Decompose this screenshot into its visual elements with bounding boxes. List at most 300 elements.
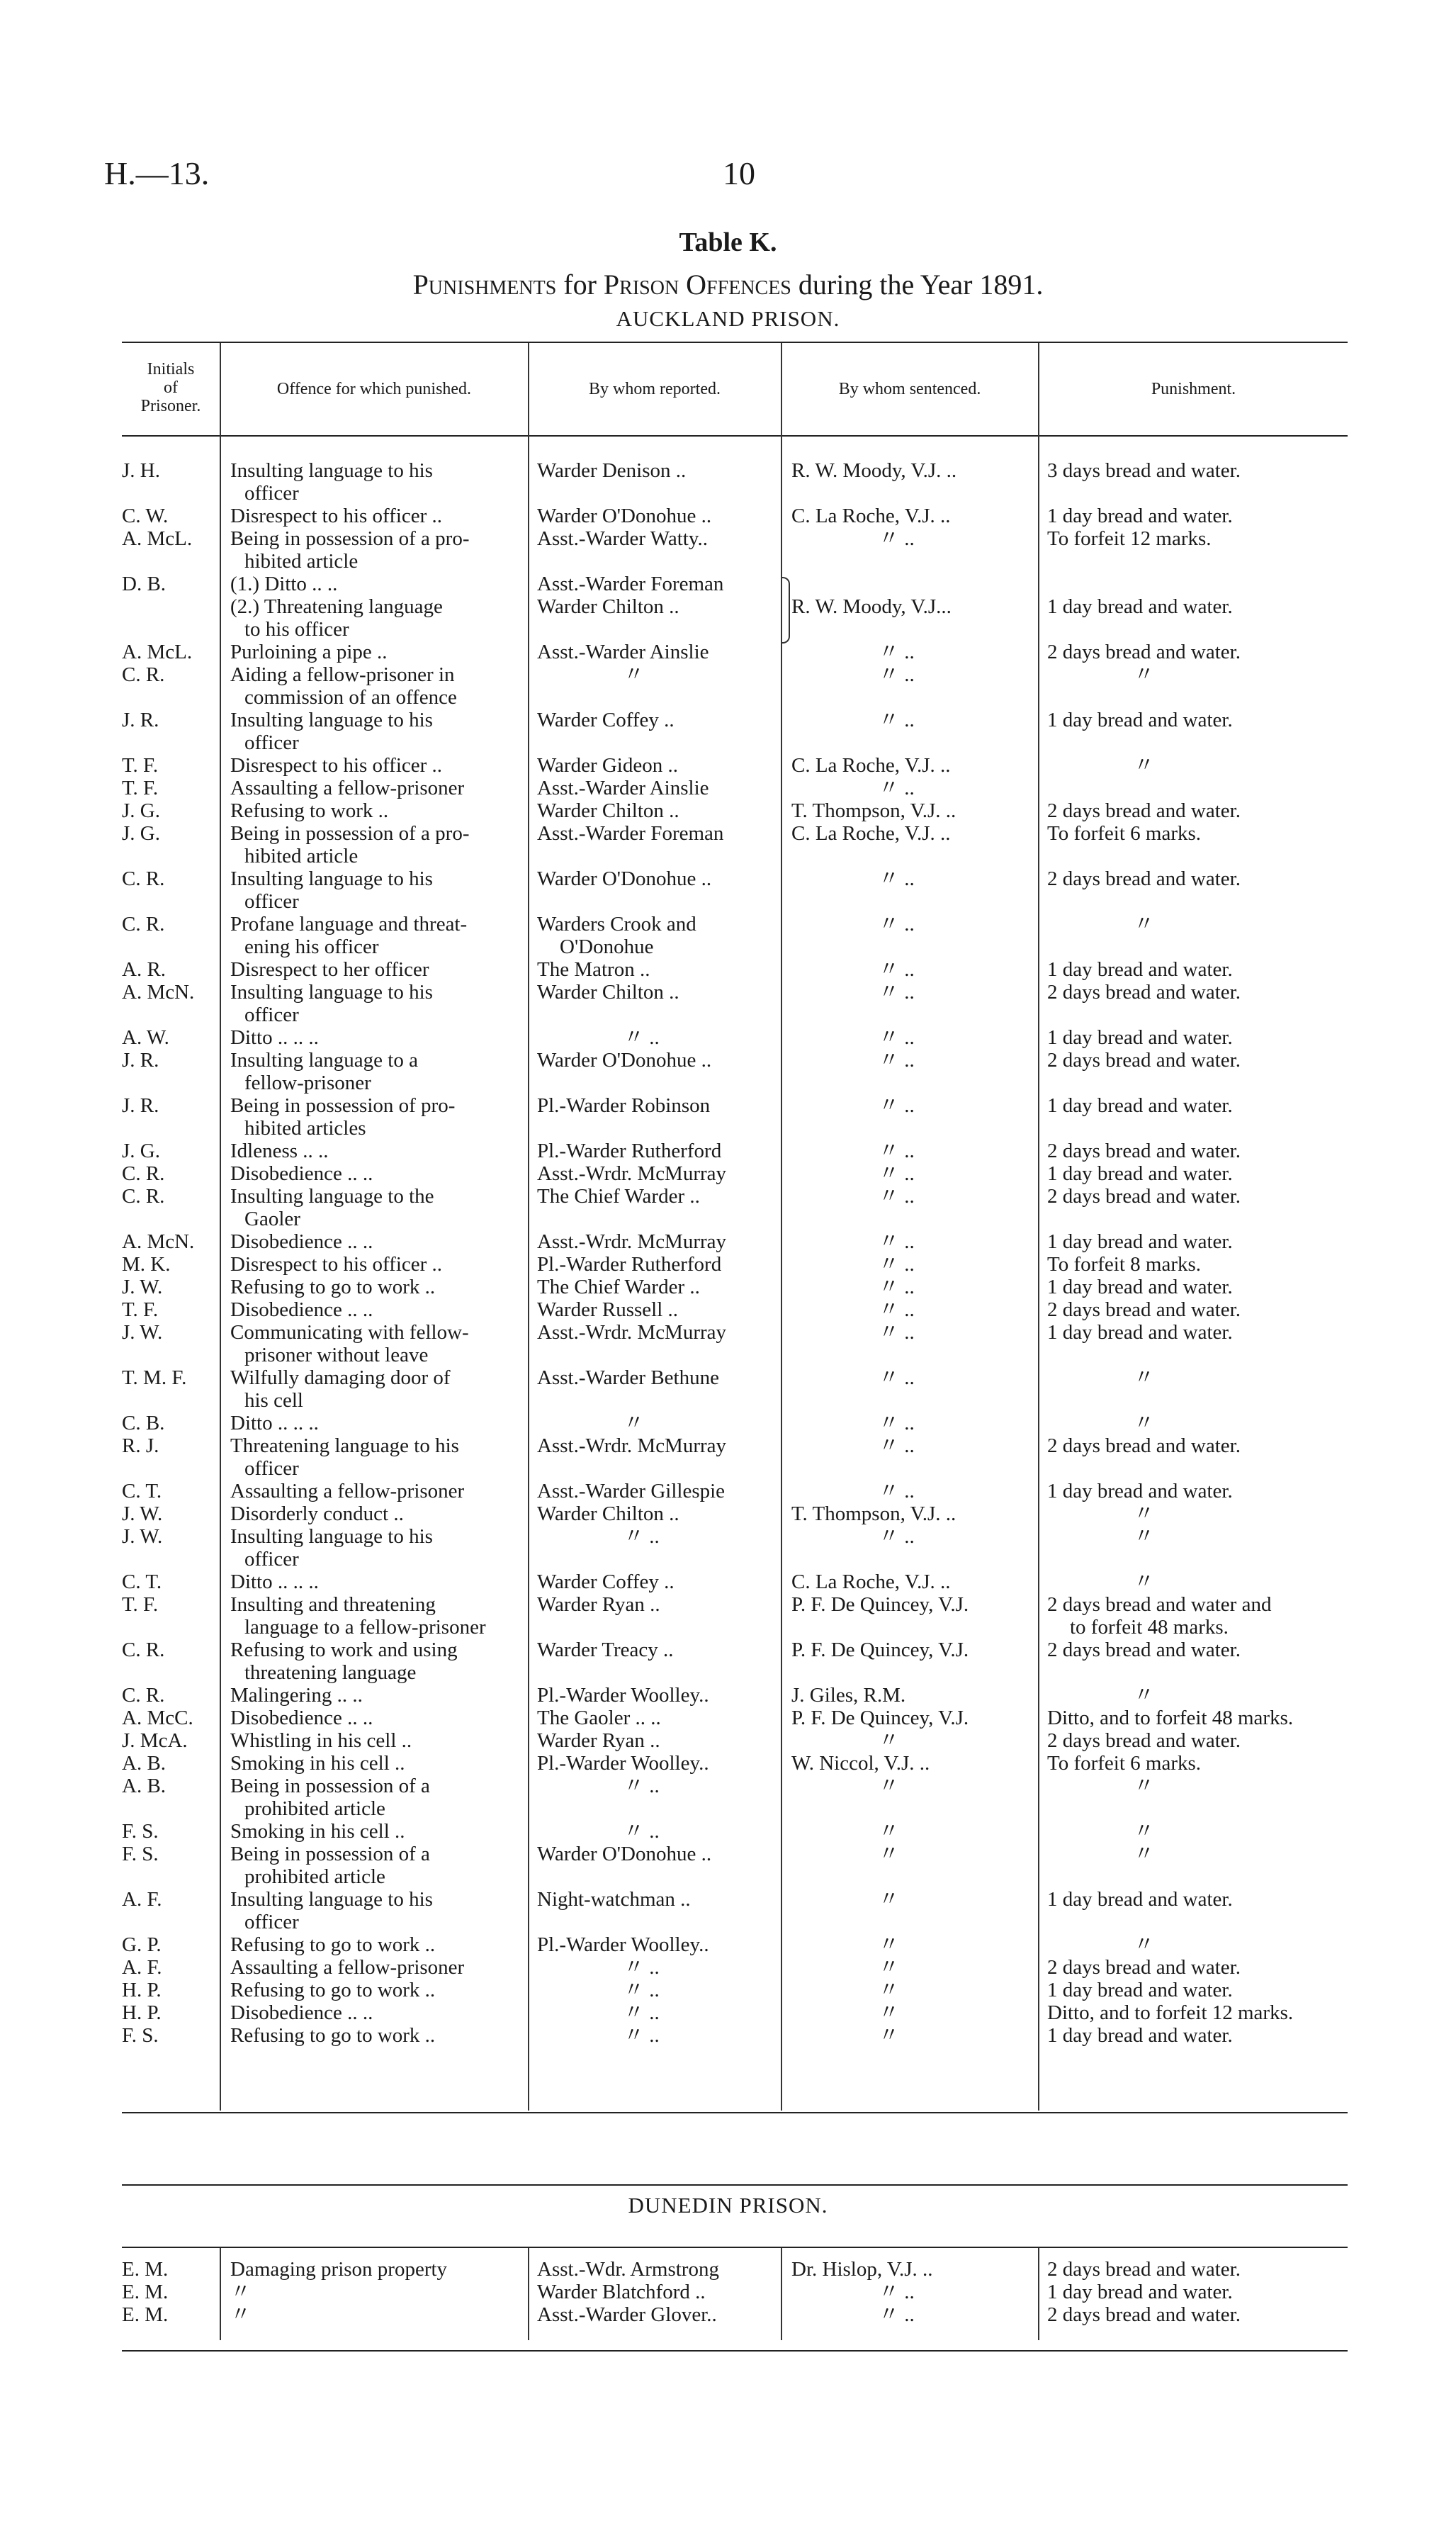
cell-initials [122, 1366, 186, 1389]
cell-punishment [1047, 822, 1201, 845]
cell-punishment [1134, 1684, 1154, 1707]
initials-text: A. McC. [122, 1707, 193, 1729]
cell-punishment [1047, 1707, 1293, 1729]
cell-initials [122, 1276, 162, 1298]
offence-text-cont: prohibited article [244, 1797, 385, 1820]
cell-offence [230, 1820, 514, 1843]
sentencer-text: 〃 [879, 2001, 900, 2024]
punishment-text: 2 days bread and water. [1047, 867, 1241, 890]
offence-text: Wilfully damaging door of [230, 1366, 451, 1389]
reporter-text: 〃 .. [623, 1956, 660, 1979]
offence-text-cont: fellow-prisoner [244, 1072, 371, 1094]
cell-offence [230, 1253, 514, 1276]
column-header-sentenced: By whom sentenced. [838, 380, 981, 398]
column-header-reported: By whom reported. [589, 380, 721, 398]
offence-text: Refusing to go to work .. [230, 2024, 436, 2047]
reporter-text: Asst.-Warder Watty.. [537, 527, 708, 550]
punishment-text: To forfeit 6 marks. [1047, 1752, 1202, 1775]
cell-punishment [1047, 1639, 1241, 1661]
cell-punishment [1047, 958, 1233, 981]
offence-text: Disrespect to his officer .. [230, 754, 443, 777]
rule [122, 2112, 1348, 2113]
cell-offence [230, 1049, 514, 1094]
cell-reported [623, 2001, 660, 2024]
sentencer-text: Dr. Hislop, V.J. .. [791, 2258, 933, 2281]
punishment-text: 2 days bread and water. [1047, 1729, 1241, 1752]
column-header-offence: Offence for which punished. [276, 380, 472, 398]
sentencer-text: 〃 .. [879, 1321, 915, 1344]
offence-text: Refusing to go to work .. [230, 1933, 436, 1956]
reporter-text: Pl.-Warder Rutherford [537, 1253, 722, 1276]
cell-offence [230, 1480, 514, 1502]
initials-text: F. S. [122, 1843, 159, 1865]
cell-punishment [1047, 799, 1241, 822]
sentencer-text: 〃 .. [879, 709, 915, 731]
initials-text: H. P. [122, 1979, 162, 2001]
cell-initials [122, 1571, 162, 1593]
cell-offence [230, 1276, 514, 1298]
offence-text: Disrespect to his officer .. [230, 505, 443, 527]
cell-reported [537, 505, 711, 527]
sentencer-text: 〃 [879, 1888, 900, 1911]
cell-offence [230, 913, 514, 958]
cell-sentenced [791, 1593, 969, 1616]
punishment-text: Ditto, and to forfeit 48 marks. [1047, 1707, 1294, 1729]
cell-punishment [1047, 527, 1212, 550]
punishment-text: 2 days bread and water. [1047, 1049, 1241, 1072]
cell-sentenced [791, 1752, 930, 1775]
punishment-text-cont: to forfeit 48 marks. [1070, 1616, 1229, 1639]
cell-offence [230, 777, 514, 799]
cell-sentenced [879, 1933, 899, 1956]
cell-initials [122, 1639, 164, 1661]
punishment-text: 1 day bread and water. [1047, 1162, 1233, 1185]
cell-sentenced [879, 958, 915, 981]
initials-text: T. F. [122, 1298, 159, 1321]
cell-punishment [1134, 754, 1154, 777]
cell-reported [537, 1593, 660, 1616]
cell-sentenced [879, 1888, 899, 1911]
offence-text: Purloining a pipe .. [230, 641, 388, 663]
offence-text: Assaulting a fellow-prisoner [230, 1956, 465, 1979]
cell-sentenced [879, 1434, 915, 1457]
cell-initials [122, 1253, 170, 1276]
punishment-text: 2 days bread and water. [1047, 1140, 1241, 1162]
brace [781, 577, 790, 644]
cell-punishment [1047, 1253, 1201, 1276]
cell-initials [122, 799, 160, 822]
initials-text: A. F. [122, 1956, 162, 1979]
initials-text: J. McA. [122, 1729, 188, 1752]
cell-offence [230, 1933, 514, 1956]
offence-text: Insulting and threatening [230, 1593, 436, 1616]
cell-sentenced [879, 1820, 899, 1843]
cell-initials [122, 1752, 166, 1775]
punishment-text: 2 days bread and water. [1047, 1639, 1241, 1661]
cell-sentenced [791, 505, 950, 527]
cell-punishment [1134, 1525, 1154, 1548]
cell-punishment [1047, 1888, 1233, 1911]
punishment-text: 2 days bread and water. [1047, 981, 1241, 1004]
reporter-text: Warder Chilton .. [537, 595, 679, 618]
offence-text: (1.) Ditto .. .. [230, 573, 338, 595]
initials-text: A. B. [122, 1775, 167, 1797]
cell-reported [537, 2303, 717, 2326]
cell-sentenced [879, 1979, 899, 2001]
rule [122, 2247, 1348, 2248]
sentencer-text: C. La Roche, V.J. .. [791, 1571, 951, 1593]
reporter-text: Warder Russell .. [537, 1298, 679, 1321]
offence-text-cont: ening his officer [244, 936, 379, 958]
cell-offence [230, 1026, 514, 1049]
cell-punishment [1047, 2001, 1293, 2024]
punishment-text: 1 day bread and water. [1047, 595, 1233, 618]
initials-text: C. R. [122, 1684, 165, 1707]
cell-sentenced [791, 2258, 933, 2281]
punishment-text: 1 day bread and water. [1047, 2281, 1233, 2303]
cell-reported [537, 1162, 726, 1185]
cell-reported [537, 1049, 711, 1072]
sentencer-text: R. W. Moody, V.J. .. [791, 459, 957, 482]
cell-punishment [1047, 1026, 1233, 1049]
offence-text: 〃 [230, 2303, 252, 2326]
reporter-text: Warder Chilton .. [537, 981, 679, 1004]
cell-reported [537, 573, 723, 595]
offence-text: 〃 [230, 2281, 252, 2303]
offence-text: Aiding a fellow-prisoner in [230, 663, 455, 686]
sentencer-text: 〃 .. [879, 1253, 915, 1276]
cell-offence [230, 1185, 514, 1230]
cell-initials [122, 1185, 164, 1208]
reporter-text: 〃 .. [623, 1820, 660, 1843]
cell-punishment [1047, 1434, 1241, 1457]
offence-text: Assaulting a fellow-prisoner [230, 777, 465, 799]
cell-sentenced [791, 1707, 969, 1729]
offence-text: Insulting language to the [230, 1185, 434, 1208]
initials-text: C. R. [122, 867, 165, 890]
initials-text: T. F. [122, 777, 159, 799]
offence-text: Disrespect to her officer [230, 958, 429, 981]
cell-reported [537, 867, 711, 890]
column-divider [528, 2248, 529, 2340]
cell-sentenced [791, 1639, 969, 1661]
offence-text-cont: threatening language [244, 1661, 417, 1684]
initials-text: C. B. [122, 1412, 165, 1434]
cell-punishment [1134, 1366, 1154, 1389]
cell-offence [230, 595, 514, 641]
subtitle-word: during the Year 1891. [798, 269, 1044, 300]
reporter-text: Pl.-Warder Rutherford [537, 1140, 722, 1162]
cell-initials [122, 1979, 162, 2001]
sentencer-text: 〃 .. [879, 1412, 915, 1434]
initials-text: R. J. [122, 1434, 159, 1457]
cell-punishment [1134, 663, 1154, 686]
offence-text: (2.) Threatening language [230, 595, 443, 618]
offence-text: Refusing to work .. [230, 799, 389, 822]
cell-reported [537, 1843, 711, 1865]
cell-sentenced [879, 2001, 899, 2024]
cell-reported [537, 1639, 674, 1661]
offence-text: Disobedience .. .. [230, 1707, 373, 1729]
cell-sentenced [791, 1684, 905, 1707]
offence-text-cont: officer [244, 731, 299, 754]
cell-reported [623, 663, 644, 686]
reporter-text: Pl.-Warder Woolley.. [537, 1933, 709, 1956]
initials-text: J. R. [122, 1094, 159, 1117]
cell-sentenced [879, 1276, 915, 1298]
cell-punishment [1047, 1185, 1241, 1208]
cell-punishment [1047, 1049, 1241, 1072]
cell-punishment [1047, 1979, 1233, 2001]
offence-text: Assaulting a fellow-prisoner [230, 1480, 465, 1502]
table-title: Table K. [679, 227, 777, 257]
cell-punishment [1047, 2258, 1241, 2281]
sentencer-text: 〃 [879, 1775, 900, 1797]
punishment-text: 1 day bread and water. [1047, 1094, 1233, 1117]
cell-sentenced [879, 1775, 899, 1797]
cell-sentenced [879, 527, 915, 550]
punishment-text: To forfeit 8 marks. [1047, 1253, 1202, 1276]
cell-reported [537, 709, 675, 731]
cell-sentenced [879, 1049, 915, 1072]
offence-text: Disorderly conduct .. [230, 1502, 404, 1525]
initials-text: C. R. [122, 1639, 165, 1661]
cell-reported [537, 1434, 726, 1457]
cell-reported [537, 1502, 679, 1525]
offence-text: Disobedience .. .. [230, 2001, 373, 2024]
cell-reported [537, 1571, 675, 1593]
punishment-text: 2 days bread and water. [1047, 2303, 1241, 2326]
cell-sentenced [879, 1843, 899, 1865]
punishment-text: 〃 [1134, 1571, 1155, 1593]
initials-text: J. R. [122, 1049, 159, 1072]
punishment-text: 2 days bread and water and [1047, 1593, 1272, 1616]
initials-text: F. S. [122, 2024, 159, 2047]
initials-text: J. W. [122, 1321, 163, 1344]
cell-offence [230, 1502, 514, 1525]
reporter-text: 〃 .. [623, 1525, 660, 1548]
column-header-initials [122, 360, 220, 415]
cell-punishment [1134, 1775, 1154, 1797]
punishment-text: 1 day bread and water. [1047, 1321, 1233, 1344]
sentencer-text: P. F. De Quincey, V.J. [791, 1639, 969, 1661]
reporter-text: 〃 [623, 663, 645, 686]
offence-text: Disobedience .. .. [230, 1230, 373, 1253]
cell-sentenced [879, 663, 915, 686]
cell-offence [230, 799, 514, 822]
cell-reported [537, 958, 650, 981]
cell-initials [122, 1956, 162, 1979]
table-subtitle [0, 268, 1456, 301]
reporter-text: Asst.-Wrdr. McMurray [537, 1162, 727, 1185]
cell-offence [230, 867, 514, 913]
punishment-text: 〃 [1134, 1684, 1155, 1707]
page-number: 10 [723, 155, 755, 191]
cell-punishment [1047, 641, 1241, 663]
sentencer-text: C. La Roche, V.J. .. [791, 822, 951, 845]
offence-text-cont: hibited articles [244, 1117, 366, 1140]
reporter-text: Asst.-Wdr. Armstrong [537, 2258, 719, 2281]
cell-punishment [1047, 2024, 1233, 2047]
offence-text: Refusing to work and using [230, 1639, 458, 1661]
subtitle-word: Punishments [412, 269, 557, 300]
initials-text: M. K. [122, 1253, 171, 1276]
cell-punishment [1047, 981, 1241, 1004]
initials-text: C. T. [122, 1480, 162, 1502]
offence-text: Being in possession of a [230, 1775, 430, 1797]
sentencer-text: 〃 .. [879, 2303, 915, 2326]
punishment-text: 〃 [1134, 1366, 1155, 1389]
cell-sentenced [791, 754, 950, 777]
initials-text: A. McL. [122, 527, 193, 550]
cell-initials [122, 2001, 162, 2024]
sentencer-text: 〃 .. [879, 1049, 915, 1072]
offence-text-cont: hibited article [244, 845, 359, 867]
reporter-text-cont: O'Donohue [560, 936, 654, 958]
sentencer-text: 〃 .. [879, 641, 915, 663]
sentencer-text: 〃 [879, 1956, 900, 1979]
offence-text: Being in possession of a pro- [230, 822, 470, 845]
reporter-text: Warder Ryan .. [537, 1729, 660, 1752]
reporter-text: Asst.-Wrdr. McMurray [537, 1434, 727, 1457]
offence-text-cont: Gaoler [244, 1208, 300, 1230]
sentencer-text: C. La Roche, V.J. .. [791, 505, 951, 527]
initials-text: J. G. [122, 799, 160, 822]
cell-offence [230, 1298, 514, 1321]
cell-reported [537, 1888, 691, 1911]
cell-reported [623, 1979, 660, 2001]
offence-text: Ditto .. .. .. [230, 1571, 319, 1593]
cell-sentenced [879, 1253, 915, 1276]
reporter-text: Asst.-Warder Bethune [537, 1366, 719, 1389]
punishment-text: 1 day bread and water. [1047, 1979, 1233, 2001]
cell-sentenced [879, 1956, 899, 1979]
initials-text: A. F. [122, 1888, 162, 1911]
cell-initials [122, 822, 160, 845]
punishment-text: 1 day bread and water. [1047, 1276, 1233, 1298]
punishment-text: 〃 [1134, 1775, 1155, 1797]
sentencer-text: 〃 [879, 1820, 900, 1843]
cell-sentenced [879, 1230, 915, 1253]
cell-offence [230, 958, 514, 981]
sentencer-text: 〃 .. [879, 663, 915, 686]
cell-sentenced [879, 2024, 899, 2047]
offence-text: Damaging prison property [230, 2258, 448, 2281]
cell-initials [122, 1684, 164, 1707]
sentencer-text: 〃 .. [879, 1525, 915, 1548]
reporter-text: Asst.-Warder Ainslie [537, 777, 709, 799]
column-divider [781, 2248, 782, 2340]
reporter-text: Asst.-Warder Foreman [537, 573, 724, 595]
reporter-text: Asst.-Warder Foreman [537, 822, 724, 845]
cell-initials [122, 1026, 169, 1049]
cell-offence [230, 2303, 514, 2326]
rule [122, 342, 1348, 343]
reporter-text: Warder O'Donohue .. [537, 1049, 712, 1072]
offence-text: Insulting language to his [230, 709, 433, 731]
reporter-text: Warder Ryan .. [537, 1593, 660, 1616]
cell-initials [122, 1140, 160, 1162]
offence-text-cont: officer [244, 1004, 299, 1026]
cell-punishment [1047, 1276, 1233, 1298]
cell-offence [230, 2001, 514, 2024]
column-divider [220, 2248, 221, 2340]
cell-reported [537, 2258, 719, 2281]
cell-offence [230, 709, 514, 754]
cell-offence [230, 1412, 514, 1434]
rule [122, 2350, 1348, 2352]
cell-sentenced [879, 2281, 915, 2303]
initials-text: E. M. [122, 2258, 169, 2281]
cell-offence [230, 754, 514, 777]
reporter-text: 〃 .. [623, 1775, 660, 1797]
cell-sentenced [879, 1321, 915, 1344]
cell-sentenced [879, 1412, 915, 1434]
offence-text: Ditto .. .. .. [230, 1412, 319, 1434]
punishment-text: 〃 [1134, 1820, 1155, 1843]
cell-offence [230, 1230, 514, 1253]
header-line: of [164, 378, 178, 397]
reporter-text: The Chief Warder .. [537, 1185, 700, 1208]
reporter-text: Warder Chilton .. [537, 1502, 679, 1525]
cell-sentenced [879, 1525, 915, 1548]
cell-reported [537, 459, 686, 482]
cell-initials [122, 1888, 162, 1911]
cell-punishment [1134, 1820, 1154, 1843]
cell-initials [122, 1480, 162, 1502]
cell-sentenced [879, 1366, 915, 1389]
reporter-text: Asst.-Wrdr. McMurray [537, 1321, 727, 1344]
punishment-text: 2 days bread and water. [1047, 641, 1241, 663]
cell-punishment [1047, 1140, 1241, 1162]
cell-initials [122, 981, 194, 1004]
section-title-dunedin: DUNEDIN PRISON. [628, 2193, 828, 2218]
cell-punishment [1047, 2281, 1233, 2303]
cell-reported [537, 1752, 709, 1775]
initials-text: E. M. [122, 2303, 169, 2326]
initials-text: T. F. [122, 754, 159, 777]
header-line: Initials [147, 360, 195, 378]
cell-punishment [1047, 1162, 1233, 1185]
cell-reported [537, 1140, 721, 1162]
offence-text-cont: prohibited article [244, 1865, 385, 1888]
sentencer-text: 〃 .. [879, 527, 915, 550]
punishment-text: 2 days bread and water. [1047, 2258, 1241, 2281]
cell-initials [122, 754, 158, 777]
cell-initials [122, 1230, 194, 1253]
cell-sentenced [879, 1480, 915, 1502]
reporter-text: Warder O'Donohue .. [537, 505, 712, 527]
reporter-text: Asst.-Warder Glover.. [537, 2303, 717, 2326]
reporter-text: Asst.-Warder Gillespie [537, 1480, 726, 1502]
cell-offence [230, 1525, 514, 1571]
cell-offence [230, 663, 514, 709]
cell-reported [537, 1230, 726, 1253]
punishment-text: 〃 [1134, 663, 1155, 686]
sentencer-text: T. Thompson, V.J. .. [791, 799, 956, 822]
column-divider [1038, 2248, 1039, 2340]
cell-initials [122, 641, 192, 663]
sentencer-text: 〃 .. [879, 1185, 915, 1208]
cell-sentenced [791, 1571, 950, 1593]
cell-initials [122, 1775, 166, 1797]
cell-sentenced [791, 1502, 956, 1525]
sentencer-text: 〃 .. [879, 1434, 915, 1457]
sentencer-text: 〃 .. [879, 1140, 915, 1162]
cell-punishment [1047, 2303, 1241, 2326]
cell-sentenced [879, 867, 915, 890]
initials-text: H. P. [122, 2001, 162, 2024]
